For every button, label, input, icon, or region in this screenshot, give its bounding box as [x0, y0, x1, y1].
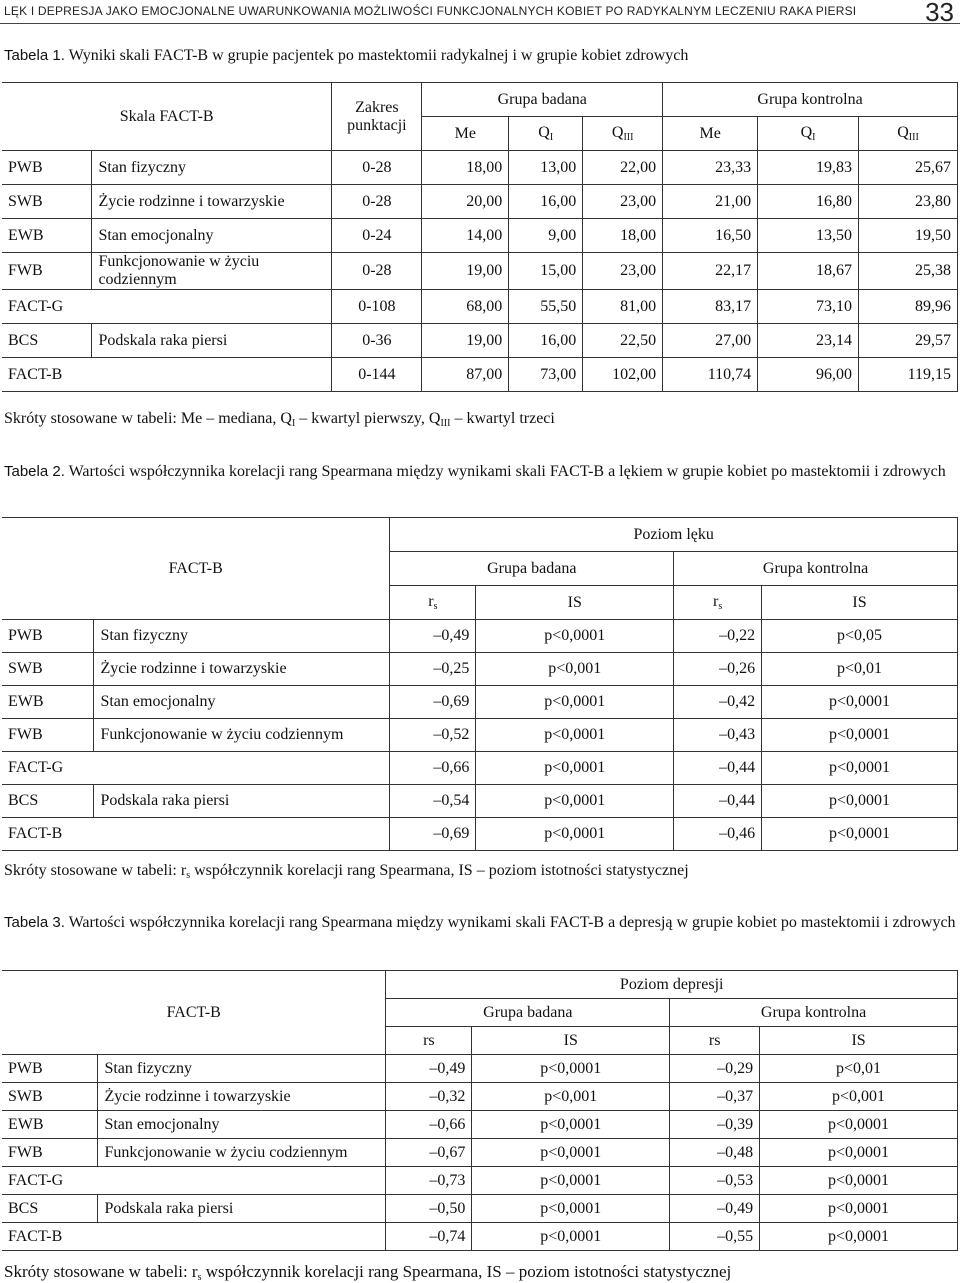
row-name-empty	[94, 752, 390, 785]
table-row	[2, 1167, 958, 1195]
row-value: 20,00	[422, 185, 509, 219]
row-code: FACT-G	[2, 290, 92, 324]
row-name: Życie rodzinne i towarzyskie	[92, 185, 332, 219]
row-code: FWB	[2, 719, 94, 752]
row-name-empty	[94, 818, 390, 851]
row-value: –0,55	[670, 1223, 760, 1251]
row-value: 19,83	[758, 151, 859, 185]
row-name: Stan emocjonalny	[98, 1111, 386, 1139]
row-value: 18,00	[422, 151, 509, 185]
row-value: 18,00	[583, 219, 663, 253]
t1-head-me-control: Me	[663, 117, 758, 151]
row-value: p<0,0001	[762, 719, 958, 752]
t2-head-scale: FACT-B	[2, 518, 390, 620]
row-value: 110,74	[663, 358, 758, 392]
row-name: Życie rodzinne i towarzyskie	[98, 1083, 386, 1111]
row-name: Podskala raka piersi	[98, 1195, 386, 1223]
table-row	[2, 290, 958, 324]
row-value: –0,49	[670, 1195, 760, 1223]
table-row	[2, 785, 958, 818]
row-code: EWB	[2, 1111, 98, 1139]
row-value: –0,54	[390, 785, 476, 818]
table-row	[2, 620, 958, 653]
t1-head-q1-study: $Q_I$	[509, 117, 583, 151]
table-row	[2, 653, 958, 686]
row-range: 0-28	[332, 253, 422, 290]
row-code: EWB	[2, 219, 92, 253]
t2-body	[2, 620, 958, 851]
row-value: 13,00	[509, 151, 583, 185]
row-value: p<0,0001	[476, 752, 674, 785]
row-code: FACT-B	[2, 358, 92, 392]
row-value: –0,26	[674, 653, 762, 686]
row-value: 23,14	[758, 324, 859, 358]
t3-head-scale: FACT-B	[2, 971, 386, 1055]
row-value: p<0,0001	[476, 785, 674, 818]
row-value: p<0,001	[476, 653, 674, 686]
table-row	[2, 1111, 958, 1139]
row-value: –0,53	[670, 1167, 760, 1195]
row-value: –0,44	[674, 785, 762, 818]
row-value: –0,42	[674, 686, 762, 719]
row-value: –0,49	[390, 620, 476, 653]
row-value: –0,32	[386, 1083, 472, 1111]
row-code: SWB	[2, 185, 92, 219]
row-name: Stan fizyczny	[92, 151, 332, 185]
row-value: 22,00	[583, 151, 663, 185]
row-value: 15,00	[509, 253, 583, 290]
t2-head-r-control: $r_s$	[674, 586, 762, 620]
table-row	[2, 818, 958, 851]
row-value: –0,52	[390, 719, 476, 752]
table1-caption-text: Wyniki skali FACT-B w grupie pacjentek po mastektomii radykalnej i w grupie kobiet zdrowych	[68, 47, 689, 64]
row-value: –0,74	[386, 1223, 472, 1251]
t1-head-me-study: Me	[422, 117, 509, 151]
row-value: 55,50	[509, 290, 583, 324]
row-value: p<0,0001	[472, 1055, 670, 1083]
row-value: 16,00	[509, 324, 583, 358]
row-value: 25,67	[859, 151, 958, 185]
t3-head-rs-control: rs	[670, 1027, 760, 1055]
t3-head-group-study: Grupa badana	[386, 999, 670, 1027]
t2-head-is-control: IS	[762, 586, 958, 620]
table-row	[2, 1139, 958, 1167]
row-code: FACT-B	[2, 818, 94, 851]
row-code: BCS	[2, 324, 92, 358]
row-value: 18,67	[758, 253, 859, 290]
row-value: 68,00	[422, 290, 509, 324]
row-value: 23,00	[583, 253, 663, 290]
t3-head-group-control: Grupa kontrolna	[670, 999, 958, 1027]
row-value: 27,00	[663, 324, 758, 358]
row-value: 21,00	[663, 185, 758, 219]
row-value: 16,00	[509, 185, 583, 219]
row-code: FWB	[2, 253, 92, 290]
page-number: 33	[925, 0, 954, 27]
t3-head-level: Poziom depresji	[386, 971, 958, 999]
row-value: 89,96	[859, 290, 958, 324]
row-range: 0-28	[332, 151, 422, 185]
page-header	[0, 0, 960, 27]
row-value: –0,46	[674, 818, 762, 851]
row-value: 23,00	[583, 185, 663, 219]
row-value: p<0,01	[760, 1055, 958, 1083]
row-value: 119,15	[859, 358, 958, 392]
row-name-empty	[98, 1167, 386, 1195]
row-value: p<0,0001	[760, 1195, 958, 1223]
table-row	[2, 253, 958, 290]
table2	[2, 517, 958, 851]
table-row	[2, 719, 958, 752]
table-row	[2, 1055, 958, 1083]
row-value: p<0,01	[762, 653, 958, 686]
row-value: p<0,0001	[760, 1111, 958, 1139]
row-value: –0,50	[386, 1195, 472, 1223]
row-code: PWB	[2, 620, 94, 653]
table2-caption	[4, 462, 956, 482]
row-value: –0,67	[386, 1139, 472, 1167]
row-value: 73,00	[509, 358, 583, 392]
table3-label: Tabela 3.	[4, 914, 65, 931]
row-range: 0-28	[332, 185, 422, 219]
row-value: 19,50	[859, 219, 958, 253]
table1	[2, 82, 958, 392]
row-value: –0,29	[670, 1055, 760, 1083]
row-value: 29,57	[859, 324, 958, 358]
table2-note: Skróty stosowane w tabeli: $r_s$ współczynnik korelacji rang Spearmana, IS – poziom istotności statystycznej	[4, 862, 689, 881]
t2-head-is-study: IS	[476, 586, 674, 620]
row-code: BCS	[2, 1195, 98, 1223]
table3-caption	[4, 913, 956, 933]
row-value: 81,00	[583, 290, 663, 324]
row-value: 14,00	[422, 219, 509, 253]
row-value: 87,00	[422, 358, 509, 392]
row-value: p<0,001	[472, 1083, 670, 1111]
row-value: p<0,0001	[476, 620, 674, 653]
row-name: Podskala raka piersi	[94, 785, 390, 818]
t3-head-is-study: IS	[472, 1027, 670, 1055]
row-value: 16,80	[758, 185, 859, 219]
row-value: p<0,001	[760, 1083, 958, 1111]
row-value: p<0,0001	[762, 686, 958, 719]
row-value: 25,38	[859, 253, 958, 290]
table-row	[2, 219, 958, 253]
row-value: p<0,0001	[476, 686, 674, 719]
t2-head-r-study: $r_s$	[390, 586, 476, 620]
row-code: BCS	[2, 785, 94, 818]
row-value: –0,73	[386, 1167, 472, 1195]
row-code: FACT-G	[2, 752, 94, 785]
t1-body	[2, 151, 958, 392]
table3-caption-text: Wartości współczynnika korelacji rang Spearmana między wynikami skali FACT-B a depresją w grupie kobiet po mastektomii i zdrowych	[68, 914, 956, 931]
table-row	[2, 358, 958, 392]
row-value: 16,50	[663, 219, 758, 253]
t1-head-q1-control: $Q_I$	[758, 117, 859, 151]
row-name: Podskala raka piersi	[92, 324, 332, 358]
row-code: PWB	[2, 151, 92, 185]
t2-head-level: Poziom lęku	[390, 518, 958, 552]
t1-head-q3-study: $Q_{III}$	[583, 117, 663, 151]
row-value: p<0,0001	[472, 1139, 670, 1167]
row-value: 22,50	[583, 324, 663, 358]
row-value: –0,37	[670, 1083, 760, 1111]
row-value: p<0,0001	[760, 1223, 958, 1251]
row-value: p<0,0001	[760, 1167, 958, 1195]
row-value: –0,69	[390, 686, 476, 719]
row-code: SWB	[2, 653, 94, 686]
running-title: LĘK I DEPRESJA JAKO EMOCJONALNE UWARUNKOWANIA MOŻLIWOŚCI FUNKCJONALNYCH KOBIET PO RADYKALNYM LECZENIU RAKA PIERSI	[4, 4, 857, 18]
table-row	[2, 752, 958, 785]
table3	[2, 970, 958, 1251]
t2-head-group-study: Grupa badana	[390, 552, 674, 586]
row-value: p<0,0001	[762, 785, 958, 818]
row-value: –0,39	[670, 1111, 760, 1139]
row-value: –0,25	[390, 653, 476, 686]
table2-caption-text: Wartości współczynnika korelacji rang Spearmana między wynikami skali FACT-B a lękiem w grupie kobiet po mastektomii i zdrowych	[68, 463, 946, 480]
row-value: p<0,05	[762, 620, 958, 653]
table-row	[2, 686, 958, 719]
row-value: –0,66	[390, 752, 476, 785]
table-row	[2, 1083, 958, 1111]
row-value: 83,17	[663, 290, 758, 324]
row-name-empty	[98, 1223, 386, 1251]
row-code: FWB	[2, 1139, 98, 1167]
row-name: Funkcjonowanie w życiu codziennym	[94, 719, 390, 752]
row-value: 9,00	[509, 219, 583, 253]
t3-body	[2, 1055, 958, 1251]
row-name: Stan fizyczny	[94, 620, 390, 653]
row-name-empty	[92, 358, 332, 392]
row-range: 0-144	[332, 358, 422, 392]
t1-head-scale: Skala FACT-B	[2, 83, 332, 151]
table-row	[2, 324, 958, 358]
row-name-empty	[92, 290, 332, 324]
row-value: 23,80	[859, 185, 958, 219]
row-value: p<0,0001	[476, 719, 674, 752]
row-value: –0,48	[670, 1139, 760, 1167]
row-range: 0-36	[332, 324, 422, 358]
row-value: 13,50	[758, 219, 859, 253]
t3-head-rs-study: rs	[386, 1027, 472, 1055]
table1-caption	[4, 46, 956, 66]
table-row	[2, 1195, 958, 1223]
row-range: 0-24	[332, 219, 422, 253]
t1-head-group-study: Grupa badana	[422, 83, 663, 117]
table-row	[2, 185, 958, 219]
row-range: 0-108	[332, 290, 422, 324]
row-value: 96,00	[758, 358, 859, 392]
row-value: 19,00	[422, 324, 509, 358]
t2-head-group-control: Grupa kontrolna	[674, 552, 958, 586]
row-code: FACT-G	[2, 1167, 98, 1195]
table-row	[2, 1223, 958, 1251]
row-value: –0,66	[386, 1111, 472, 1139]
t3-head-is-control: IS	[760, 1027, 958, 1055]
table1-note: Skróty stosowane w tabeli: Me – mediana, $Q_I$ – kwartyl pierwszy, $Q_{III}$ – kwartyl trzeci	[4, 410, 555, 429]
row-code: FACT-B	[2, 1223, 98, 1251]
row-value: –0,44	[674, 752, 762, 785]
table1-label: Tabela 1.	[4, 47, 65, 64]
row-value: –0,49	[386, 1055, 472, 1083]
row-code: PWB	[2, 1055, 98, 1083]
row-value: p<0,0001	[472, 1223, 670, 1251]
row-value: 73,10	[758, 290, 859, 324]
t1-head-group-control: Grupa kontrolna	[663, 83, 958, 117]
header-rule	[0, 23, 960, 24]
row-name: Stan fizyczny	[98, 1055, 386, 1083]
row-value: 22,17	[663, 253, 758, 290]
row-name: Stan emocjonalny	[94, 686, 390, 719]
row-value: –0,69	[390, 818, 476, 851]
row-value: p<0,0001	[476, 818, 674, 851]
row-code: EWB	[2, 686, 94, 719]
row-value: –0,22	[674, 620, 762, 653]
row-name: Funkcjonowanie w życiu codziennym	[98, 1139, 386, 1167]
row-name: Stan emocjonalny	[92, 219, 332, 253]
row-value: 19,00	[422, 253, 509, 290]
table3-note: Skróty stosowane w tabeli: $r_s$ współczynnik korelacji rang Spearmana, IS – poziom istotności statystycznej	[4, 1262, 732, 1283]
row-code: SWB	[2, 1083, 98, 1111]
row-name: Życie rodzinne i towarzyskie	[94, 653, 390, 686]
row-name: Funkcjonowanie w życiu codziennym	[92, 253, 332, 290]
row-value: p<0,0001	[760, 1139, 958, 1167]
row-value: –0,43	[674, 719, 762, 752]
table2-label: Tabela 2.	[4, 463, 65, 480]
row-value: p<0,0001	[762, 752, 958, 785]
table-row	[2, 151, 958, 185]
t1-head-range: Zakres punktacji	[332, 83, 422, 151]
row-value: p<0,0001	[472, 1195, 670, 1223]
row-value: 23,33	[663, 151, 758, 185]
row-value: p<0,0001	[472, 1167, 670, 1195]
t1-head-q3-control: $Q_{III}$	[859, 117, 958, 151]
row-value: p<0,0001	[472, 1111, 670, 1139]
row-value: 102,00	[583, 358, 663, 392]
row-value: p<0,0001	[762, 818, 958, 851]
